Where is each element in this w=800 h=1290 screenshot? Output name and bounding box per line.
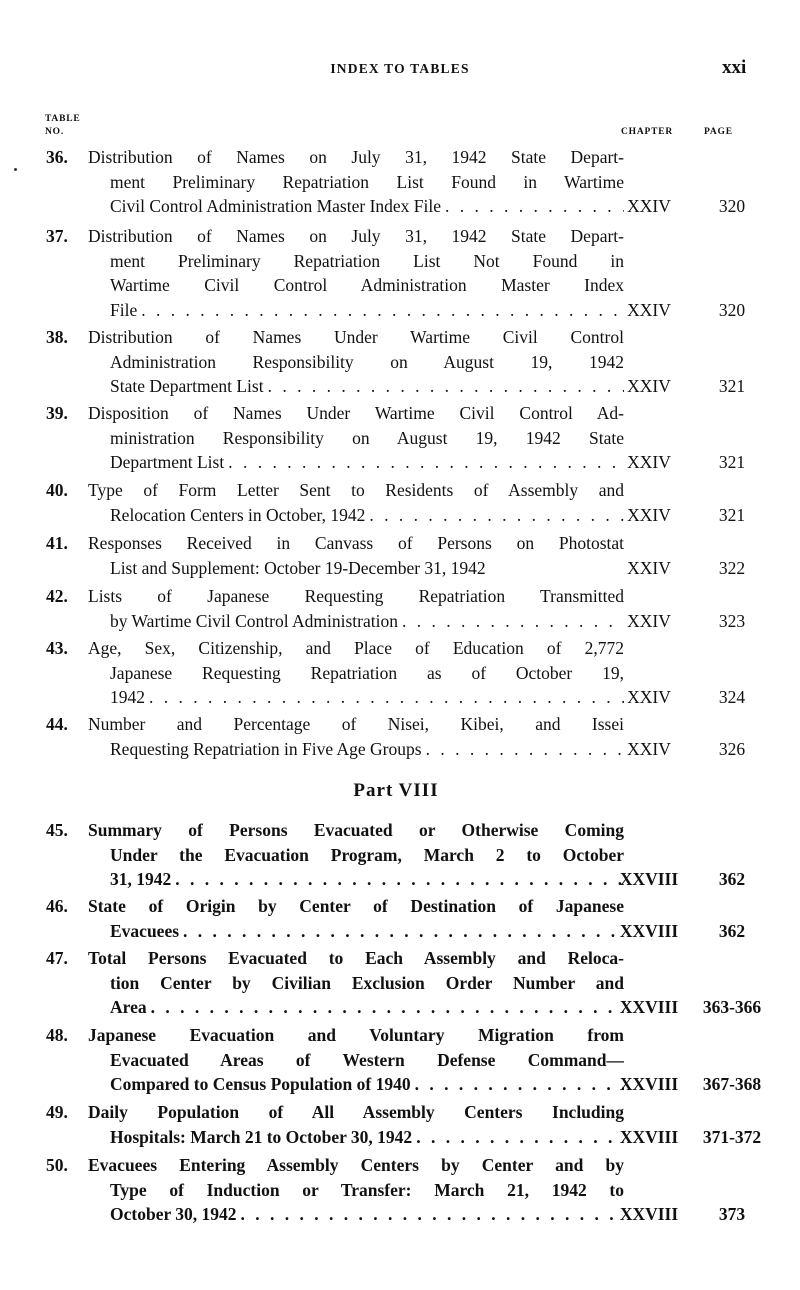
entry-page: 362 — [718, 920, 746, 941]
entry-line: State of Origin by Center of Destination of Japanese — [88, 896, 624, 916]
entry-line-leader — [88, 685, 624, 710]
entry-line: Distribution of Names on July 31, 1942 State Depart- — [88, 226, 624, 246]
dot-leader — [228, 452, 624, 472]
entry-number: 39. — [46, 403, 68, 423]
entry-number: 47. — [46, 948, 68, 968]
entry-line-leader — [88, 450, 624, 475]
dot-leader — [241, 1204, 624, 1224]
running-header-page-number: xxi — [722, 57, 747, 78]
entry-line: Administration Responsibility on August 19, 1942 — [110, 351, 624, 372]
entry-line: Requesting Repatriation in Five Age Groups — [110, 738, 422, 759]
entry-number: 40. — [46, 480, 68, 500]
entry-line-leader — [88, 298, 624, 323]
entry-chapter: XXIV — [627, 738, 671, 759]
entry-line-leader — [88, 609, 624, 634]
entry-number: 45. — [46, 820, 68, 840]
entry-line: Evacuated Areas of Western Defense Command— — [110, 1049, 624, 1070]
entry-chapter: XXVIII — [619, 1204, 679, 1224]
entry-line-leader — [88, 737, 624, 762]
entry-page: 371-372 — [702, 1126, 762, 1147]
entry-title — [88, 636, 624, 710]
margin-mark — [14, 168, 17, 171]
entry-number: 48. — [46, 1025, 68, 1045]
entry-line: tion Center by Civilian Exclusion Order Number and — [110, 972, 624, 993]
entry-line: Civil Control Administration Master Index File — [110, 196, 442, 216]
entry-title — [88, 1100, 624, 1149]
entry-page: 362 — [718, 869, 746, 889]
entry-page: 321 — [718, 376, 746, 396]
entry-line: List and Supplement: October 19-December 31, 1942 — [110, 557, 486, 578]
entry-line: Number and Percentage of Nisei, Kibei, and Issei — [88, 714, 624, 734]
entry-number: 46. — [46, 896, 68, 916]
entry-line: Area — [110, 997, 147, 1017]
entry-line: October 30, 1942 — [110, 1204, 237, 1224]
entry-page: 326 — [718, 738, 746, 759]
entry-line: Wartime Civil Control Administration Master Index — [110, 275, 624, 295]
dot-leader — [183, 921, 624, 941]
entry-line: Summary of Persons Evacuated or Otherwise Coming — [88, 820, 624, 840]
entry-title — [88, 1023, 624, 1097]
part-heading: Part VIII — [353, 780, 439, 801]
entry-line: State Department List — [110, 376, 264, 396]
entry-page: 373 — [718, 1204, 746, 1224]
dot-leader — [175, 869, 624, 889]
entry-line: Disposition of Names Under Wartime Civil Control Ad- — [88, 403, 624, 423]
entry-line-leader — [88, 995, 624, 1020]
entry-line: ment Preliminary Repatriation List Found in Wartime — [110, 171, 624, 192]
entry-title — [88, 584, 624, 633]
dot-leader — [141, 300, 624, 320]
entry-line-leader — [88, 374, 624, 399]
entry-number: 44. — [46, 714, 68, 734]
entry-chapter: XXVIII — [619, 869, 679, 889]
entry-line-leader — [88, 867, 624, 892]
entry-line: Total Persons Evacuated to Each Assembly and Reloca- — [88, 948, 624, 968]
entry-title — [88, 531, 624, 580]
entry-page: 363-366 — [702, 997, 762, 1017]
entry-page: 321 — [718, 504, 746, 525]
column-header-page: PAGE — [704, 127, 733, 137]
entry-line: Compared to Census Population of 1940 — [110, 1074, 411, 1094]
entry-chapter: XXIV — [627, 452, 671, 472]
entry-number: 49. — [46, 1102, 68, 1122]
dot-leader — [415, 1074, 624, 1094]
entry-page: 324 — [718, 687, 746, 707]
entry-line: Daily Population of All Assembly Centers Including — [88, 1102, 624, 1122]
entry-line-leader — [88, 503, 624, 528]
entry-line: Department List — [110, 452, 225, 472]
column-header-table-no-line2: NO. — [45, 127, 65, 137]
entry-line: Type of Induction or Transfer: March 21, 1942 to — [110, 1179, 624, 1200]
entry-chapter: XXVIII — [619, 997, 679, 1017]
dot-leader — [402, 611, 624, 631]
entry-title — [88, 894, 624, 943]
running-header-title: INDEX TO TABLES — [330, 61, 470, 76]
entry-number: 42. — [46, 586, 68, 606]
entry-line: ment Preliminary Repatriation List Not Found in — [110, 250, 624, 271]
entry-line-leader — [88, 1072, 624, 1097]
entry-line: Distribution of Names on July 31, 1942 State Depart- — [88, 147, 624, 167]
entry-line: ministration Responsibility on August 19, 1942 State — [110, 427, 624, 448]
entry-chapter: XXVIII — [619, 1074, 679, 1094]
entry-title — [88, 946, 624, 1020]
entry-title — [88, 478, 624, 527]
entry-number: 41. — [46, 533, 68, 553]
entry-title — [88, 325, 624, 399]
entry-chapter: XXIV — [627, 376, 671, 396]
entry-title — [88, 224, 624, 322]
entry-number: 43. — [46, 638, 68, 658]
entry-line: Japanese Evacuation and Voluntary Migration from — [88, 1025, 624, 1045]
entry-number: 38. — [46, 327, 68, 347]
entry-number: 36. — [46, 147, 68, 167]
dot-leader — [149, 687, 624, 707]
entry-title — [88, 1153, 624, 1227]
dot-leader — [151, 997, 624, 1017]
entry-page: 322 — [718, 557, 746, 578]
entry-page: 320 — [718, 299, 746, 320]
entry-line-leader — [88, 194, 624, 219]
entry-number: 50. — [46, 1155, 68, 1175]
entry-title — [88, 401, 624, 475]
entry-line: Evacuees — [110, 920, 180, 941]
entry-chapter: XXVIII — [619, 920, 679, 941]
entry-line: Under the Evacuation Program, March 2 to October — [110, 844, 624, 865]
entry-chapter: XXIV — [627, 504, 671, 525]
entry-line-leader — [88, 1125, 624, 1150]
entry-line-leader — [88, 1202, 624, 1227]
dot-leader — [369, 505, 624, 525]
entry-chapter: XXIV — [627, 196, 671, 216]
entry-line: Distribution of Names Under Wartime Civil Control — [88, 327, 624, 347]
entry-page: 323 — [718, 610, 746, 631]
entry-line: Evacuees Entering Assembly Centers by Center and by — [88, 1155, 624, 1175]
entry-chapter: XXIV — [627, 610, 671, 631]
entry-title — [88, 712, 624, 761]
entry-chapter: XXVIII — [619, 1126, 679, 1147]
entry-page: 367-368 — [702, 1074, 762, 1094]
entry-line: Japanese Requesting Repatriation as of October 19, — [110, 662, 624, 683]
entry-title — [88, 145, 624, 219]
entry-page: 320 — [718, 196, 746, 216]
entry-title — [88, 818, 624, 892]
entry-line: Hospitals: March 21 to October 30, 1942 — [110, 1126, 413, 1147]
entry-line: by Wartime Civil Control Administration — [110, 610, 398, 631]
entry-line: Age, Sex, Citizenship, and Place of Education of 2,772 — [88, 638, 624, 658]
entry-line: Lists of Japanese Requesting Repatriation Transmitted — [88, 586, 624, 606]
entry-line: 31, 1942 — [110, 869, 172, 889]
dot-leader — [268, 376, 624, 396]
entry-chapter: XXIV — [627, 557, 671, 578]
column-header-table-no-line1: TABLE — [45, 114, 81, 124]
dot-leader — [445, 196, 624, 216]
column-header-table-no — [45, 113, 81, 139]
entry-line: Relocation Centers in October, 1942 — [110, 504, 366, 525]
entry-line-leader — [88, 919, 624, 944]
entry-line: Type of Form Letter Sent to Residents of Assembly and — [88, 480, 624, 500]
entry-line: File — [110, 299, 138, 320]
entry-number: 37. — [46, 226, 68, 246]
entry-line: Responses Received in Canvass of Persons on Photostat — [88, 533, 624, 553]
entry-chapter: XXIV — [627, 299, 671, 320]
entry-page: 321 — [718, 452, 746, 472]
dot-leader — [426, 739, 624, 759]
dot-leader — [416, 1127, 624, 1147]
entry-line: 1942 — [110, 687, 145, 707]
entry-chapter: XXIV — [627, 687, 671, 707]
column-header-chapter: CHAPTER — [621, 127, 674, 137]
